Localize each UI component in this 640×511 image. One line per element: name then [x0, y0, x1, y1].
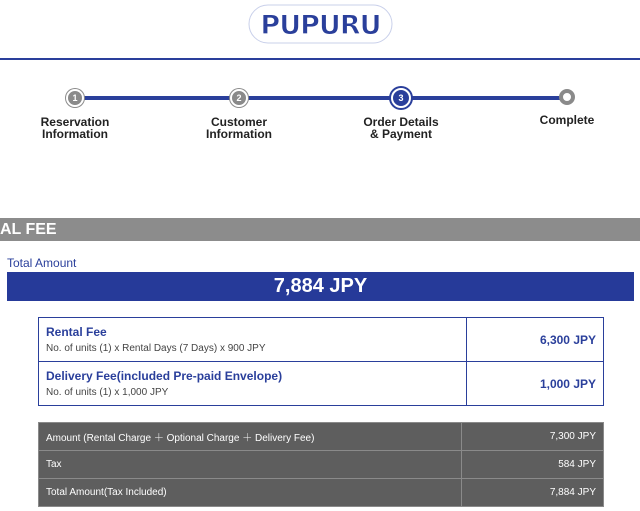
fee-name: Rental Fee [46, 325, 107, 339]
fee-amount: 1,000 JPY [467, 362, 604, 406]
table-row [39, 362, 604, 406]
pupuru-logo[interactable] [248, 4, 393, 44]
table-row [39, 423, 604, 451]
fee-description-cell [39, 318, 467, 362]
total-amount-label: Total Amount [7, 256, 77, 270]
summary-value: 584 JPY [462, 451, 604, 479]
fee-detail: No. of units (1) x 1,000 JPY [46, 387, 169, 398]
fee-detail: No. of units (1) x Rental Days (7 Days) x 900 JPY [46, 343, 266, 354]
step-label: Complete [539, 113, 595, 127]
step-label: Customer Information [206, 115, 272, 141]
summary-table [38, 422, 604, 507]
header-divider [0, 58, 640, 60]
fee-amount: 6,300 JPY [467, 318, 604, 362]
svg-text:PUPURU: PUPURU [260, 10, 381, 41]
fee-description-cell [39, 362, 467, 406]
step-customer-information [174, 89, 304, 140]
step-pending-circle [559, 89, 575, 105]
step-number-badge: 2 [230, 89, 248, 107]
fee-table [38, 317, 604, 406]
fee-name: Delivery Fee(included Pre-paid Envelope) [46, 369, 283, 383]
table-row [39, 451, 604, 479]
step-label: Order Details & Payment [363, 115, 439, 141]
step-reservation-information [10, 89, 140, 140]
step-label: Reservation Information [40, 115, 110, 141]
section-header: AL FEE [0, 218, 640, 241]
step-number-badge: 1 [66, 89, 84, 107]
summary-label: Amount (Rental Charge ＋ Optional Charge ＋ Delivery Fee) [39, 423, 462, 451]
step-order-details-payment [336, 89, 466, 140]
summary-label: Tax [39, 451, 462, 479]
summary-value: 7,884 JPY [462, 479, 604, 507]
step-complete [502, 89, 632, 126]
summary-label: Total Amount(Tax Included) [39, 479, 462, 507]
progress-track [75, 96, 568, 100]
table-row [39, 479, 604, 507]
summary-value: 7,300 JPY [462, 423, 604, 451]
total-amount-value: 7,884 JPY [7, 272, 634, 301]
table-row [39, 318, 604, 362]
step-number-badge: 3 [391, 88, 411, 108]
